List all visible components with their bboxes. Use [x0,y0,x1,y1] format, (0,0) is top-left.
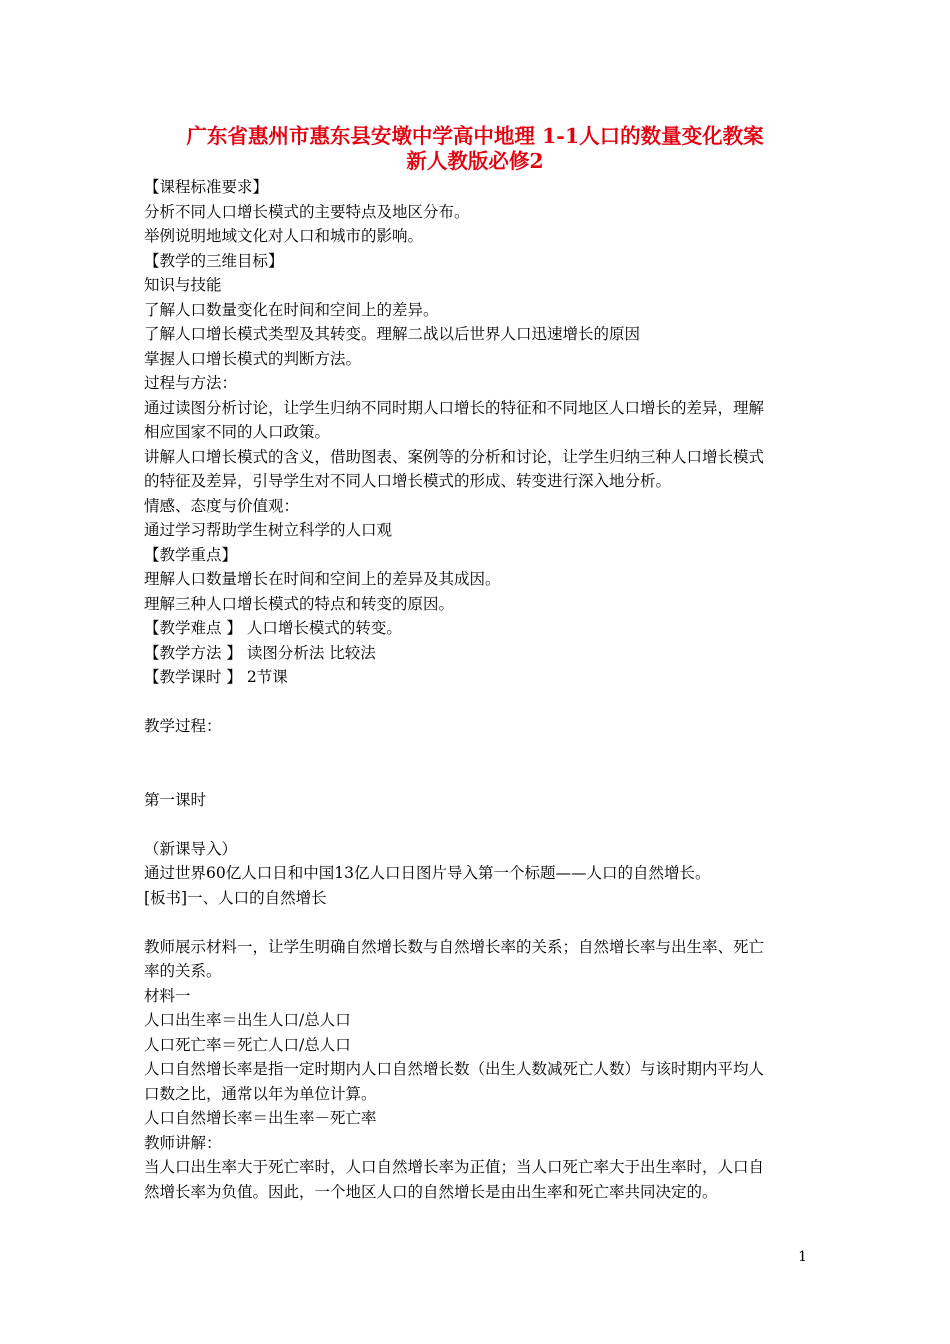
process-item: 相应国家不同的人口政策。 [144,423,331,441]
spacer [144,690,816,715]
formula-line: 人口自然增长率＝出生率－死亡率 [144,1109,377,1127]
key-point-item: 理解三种人口增长模式的特点和转变的原因。 [144,594,455,613]
paragraph-line: 率的关系。 [144,962,222,980]
teacher-explain-label: 教师讲解： [144,1133,222,1152]
board-note: [板书]一、人口的自然增长 [144,888,327,907]
knowledge-heading: 知识与技能 [144,276,222,294]
spacer [144,910,816,935]
formula-line: 人口死亡率＝死亡人口/总人口 [144,1035,351,1054]
goals-heading: 【教学的三维目标】 [144,251,284,270]
knowledge-item: 了解人口增长模式类型及其转变。理解二战以后世界人口迅速增长的原因 [144,325,641,343]
page-number: 1 [798,1249,807,1265]
process-heading: 过程与方法： [144,374,238,392]
emotion-item: 通过学习帮助学生树立科学的人口观 [144,521,393,539]
lesson-heading: 第一课时 [144,790,207,809]
process-title: 教学过程： [144,717,222,735]
paragraph-line: 当人口出生率大于死亡率时，人口自然增长率为正值；当人口死亡率大于出生率时，人口自 [144,1158,765,1176]
paragraph-line: 然增长率为负值。因此，一个地区人口的自然增长是由出生率和死亡率共同决定的。 [144,1182,718,1201]
knowledge-item: 掌握人口增长模式的判断方法。 [144,349,362,368]
method-line: 【教学方法 】 读图分析法 比较法 [144,643,376,662]
paragraph-line: 教师展示材料一，让学生明确自然增长数与自然增长率的关系；自然增长率与出生率、死亡 [144,937,765,956]
difficulty-line: 【教学难点 】 人口增长模式的转变。 [144,619,402,637]
emotion-heading: 情感、态度与价值观： [144,496,300,515]
material-label: 材料一 [144,986,191,1005]
intro-heading: （新课导入） [144,839,238,858]
paragraph-line: 口数之比，通常以年为单位计算。 [144,1084,377,1103]
process-item: 的特征及差异，引导学生对不同人口增长模式的形成、转变进行深入地分析。 [144,472,672,490]
knowledge-item: 了解人口数量变化在时间和空间上的差异。 [144,300,439,319]
paragraph-line: 人口自然增长率是指一定时期内人口自然增长数（出生人数减死亡人数）与该时期内平均人 [144,1060,765,1078]
document-title-line-2: 新人教版必修2 [406,149,544,173]
key-points-heading: 【教学重点】 [144,545,238,564]
intro-text: 通过世界60亿人口日和中国13亿人口日图片导入第一个标题——人口的自然增长。 [144,864,711,882]
process-item: 通过读图分析讨论，让学生归纳不同时期人口增长的特征和不同地区人口增长的差异，理解 [144,398,765,417]
course-standard-item: 分析不同人口增长模式的主要特点及地区分布。 [144,202,470,221]
key-point-item: 理解人口数量增长在时间和空间上的差异及其成因。 [144,570,501,588]
course-standard-heading: 【课程标准要求】 [144,178,269,196]
spacer [144,812,816,837]
spacer [144,739,816,788]
hours-line: 【教学课时 】 2节课 [144,668,288,686]
formula-line: 人口出生率＝出生人口/总人口 [144,1011,351,1029]
course-standard-item: 举例说明地域文化对人口和城市的影响。 [144,227,424,245]
document-body [144,175,816,1204]
process-item: 讲解人口增长模式的含义，借助图表、案例等的分析和讨论，让学生归纳三种人口增长模式 [144,447,765,466]
document-title-line-1: 广东省惠州市惠东县安墩中学高中地理 1-1人口的数量变化教案 [186,124,764,148]
